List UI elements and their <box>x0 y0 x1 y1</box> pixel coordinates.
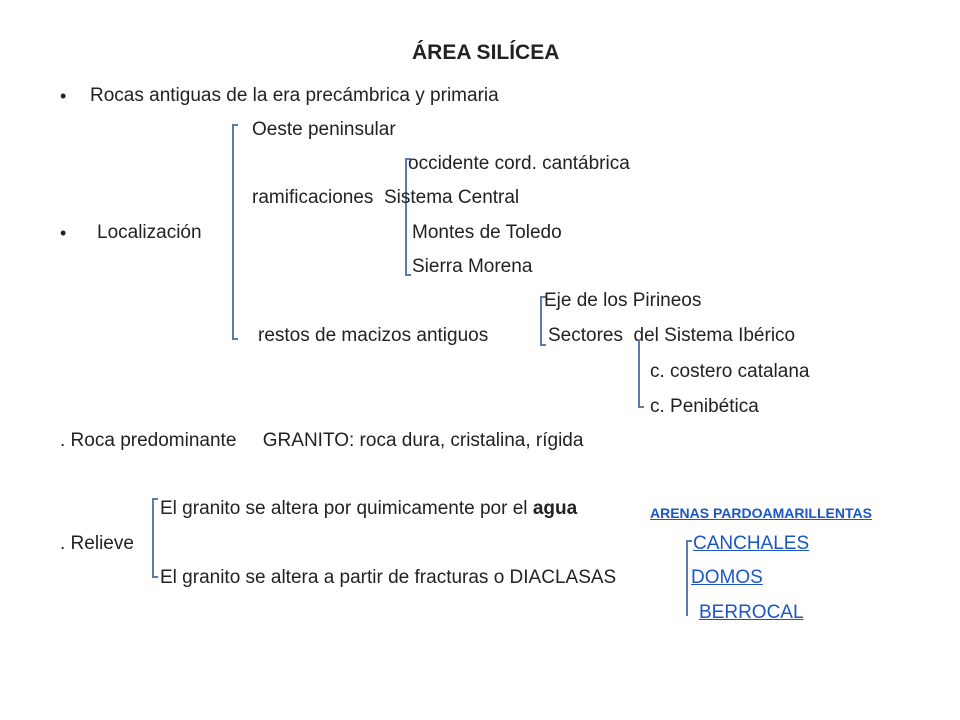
granito1-text <box>160 498 577 520</box>
brace-oeste <box>405 158 407 276</box>
brace-bottom-tick <box>232 338 238 340</box>
brace-top-tick <box>232 124 238 126</box>
page-title: ÁREA SILÍCEA <box>412 41 560 64</box>
brace-restos-bottom <box>540 344 546 346</box>
oeste-text: Oeste peninsular <box>252 119 396 140</box>
bullet-icon: • <box>60 86 67 106</box>
brace-relieve-top <box>152 498 158 500</box>
localizacion-label: Localización <box>97 222 202 243</box>
brace-oeste-bottom <box>405 274 411 276</box>
brace-restos <box>540 296 542 346</box>
costero-text: c. costero catalana <box>650 361 810 382</box>
roca-text: . Roca predominante GRANITO: roca dura, cristalina, rígida <box>60 430 584 451</box>
sierra-text: Sierra Morena <box>412 256 533 277</box>
eje-text: Eje de los Pirineos <box>544 290 702 311</box>
occidente-text: occidente cord. cantábrica <box>408 153 630 174</box>
relieve-label: . Relieve <box>60 533 134 554</box>
brace-outcomes-top <box>686 540 692 542</box>
granito2-text: El granito se altera a partir de fracturas o DIACLASAS <box>160 567 617 588</box>
bullet-icon: • <box>60 223 67 243</box>
sectores-text: Sectores del Sistema Ibérico <box>548 325 796 346</box>
montes-text: Montes de Toledo <box>412 222 562 243</box>
brace-localizacion <box>232 124 234 340</box>
brace-iberico <box>638 340 640 408</box>
domos-link[interactable]: DOMOS <box>691 567 763 588</box>
canchales-link[interactable]: CANCHALES <box>693 533 810 554</box>
restos-text: restos de macizos antiguos <box>258 325 489 346</box>
brace-relieve <box>152 498 154 578</box>
granito1-prefix: El granito se altera por quimicamente por el <box>160 498 533 519</box>
rocas-text: Rocas antiguas de la era precámbrica y primaria <box>90 85 499 106</box>
penibetica-text: c. Penibética <box>650 396 759 417</box>
brace-outcomes <box>686 540 688 616</box>
brace-relieve-bottom <box>152 576 158 578</box>
ramificaciones-text: ramificaciones Sistema Central <box>252 187 520 208</box>
brace-iberico-bottom <box>638 406 644 408</box>
agua-bold: agua <box>532 498 578 519</box>
arenas-link[interactable]: ARENAS PARDOAMARILLENTAS <box>650 505 872 521</box>
berrocal-link[interactable]: BERROCAL <box>699 602 804 623</box>
